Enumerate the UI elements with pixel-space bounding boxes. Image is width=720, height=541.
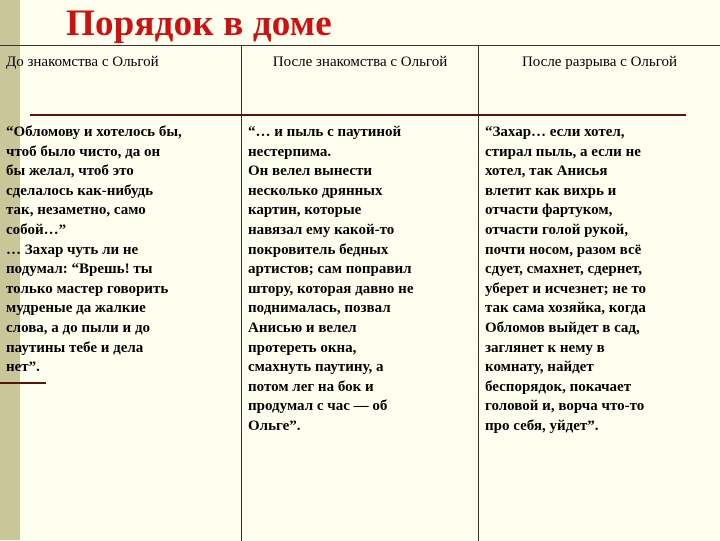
header-accent-line	[30, 114, 686, 116]
column-header: До знакомства с Ольгой	[6, 54, 159, 70]
table-column-after-meeting	[242, 46, 479, 541]
table-column-before-olga	[0, 46, 242, 541]
slide-title: Порядок в доме	[66, 3, 332, 44]
column-header: После разрыва с Ольгой	[521, 54, 678, 70]
column-quote: “… и пыль с паутиной нестерпима. Он велел вынести несколько дрянных картин, которые навязал ему какой-то покровитель бедных артистов; сам поправил штору, которая давно не поднималась, позвал Анисью и велел протереть окна, смахнуть паутину, а потом лег на бок и продумал с час — об Ольге”.	[248, 124, 414, 434]
column-quote: “Захар… если хотел, стирал пыль, а если не хотел, так Анисья влетит как вихрь и отчасти фартуком, отчасти голой рукой, почти носом, разом всё сдует, смахнет, сдернет, уберет и исчезнет; не то так сама хозяйка, когда Обломов выйдет в сад, заглянет к нему в комнату, найдет беспорядок, покачает головой и, ворча что-то про себя, уйдет”.	[485, 124, 647, 434]
column-quote: “Обломову и хотелось бы, чтоб было чисто, да он бы желал, чтоб это сделалось как-нибудь так, незаметно, само собой…” … Захар чуть ли не подумал: “Врешь! ты только мастер говорить мудреные да жалкие слова, а до пыли и до паутины тебе и дела нет”.	[6, 124, 182, 376]
table-column-after-breakup	[479, 46, 720, 541]
comparison-table	[0, 45, 720, 541]
side-accent-line	[0, 382, 46, 384]
column-header: После знакомства с Ольгой	[272, 54, 448, 70]
